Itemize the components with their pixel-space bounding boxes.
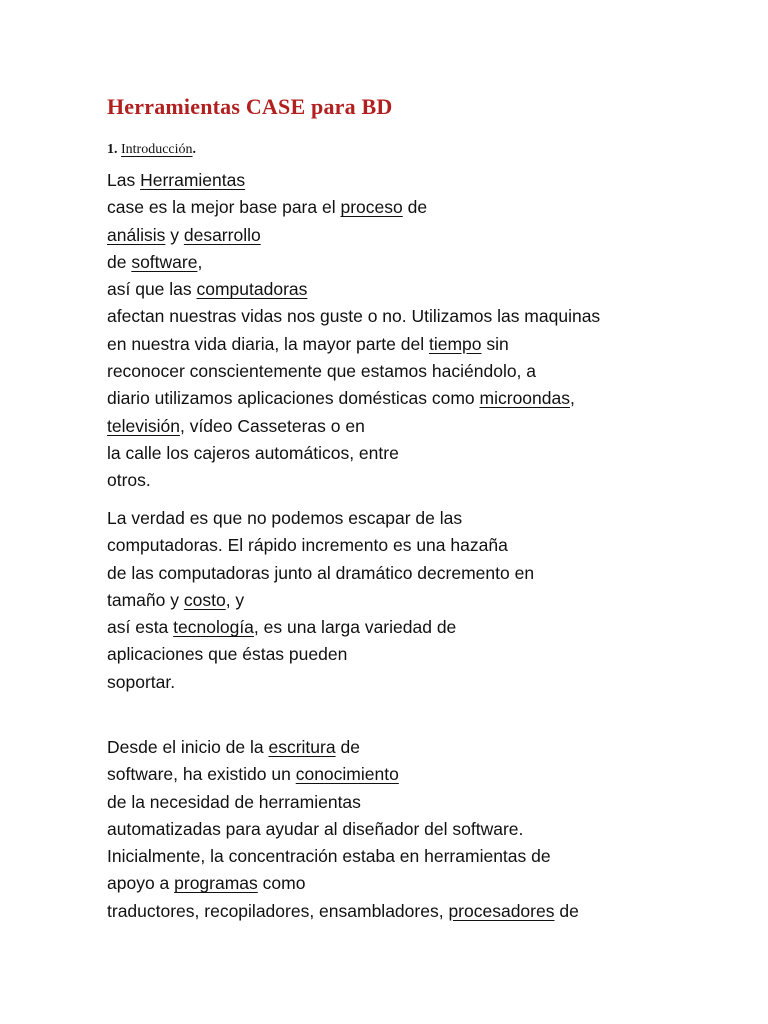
text-segment: diario utilizamos aplicaciones domésticas como bbox=[107, 388, 480, 409]
text-line bbox=[107, 669, 534, 696]
text-line bbox=[107, 641, 534, 668]
text-line bbox=[107, 358, 600, 385]
text-segment: de bbox=[554, 900, 579, 921]
link-programas[interactable]: programas bbox=[174, 873, 258, 894]
section-number: 1. bbox=[107, 142, 118, 157]
text-line bbox=[107, 276, 600, 303]
link-costo[interactable]: costo bbox=[183, 589, 226, 610]
text-line bbox=[107, 249, 600, 276]
text-segment: en nuestra vida diaria, la mayor parte del bbox=[107, 333, 429, 354]
text-segment: la calle los cajeros automáticos, entre bbox=[107, 442, 399, 463]
text-segment: de bbox=[335, 737, 360, 757]
text-segment: , y bbox=[225, 589, 245, 610]
text-line bbox=[107, 761, 579, 788]
text-line bbox=[107, 816, 579, 843]
text-line bbox=[107, 167, 600, 194]
section-link-introduccion[interactable]: Introducción bbox=[121, 142, 193, 157]
text-line bbox=[107, 222, 600, 249]
paragraph-2 bbox=[107, 505, 534, 696]
text-segment: Inicialmente, la concentración estaba en herramientas de bbox=[107, 846, 551, 867]
text-line bbox=[107, 898, 579, 925]
text-segment: , bbox=[570, 388, 575, 409]
text-segment: aplicaciones que éstas pueden bbox=[107, 644, 348, 665]
text-segment: como bbox=[257, 873, 306, 894]
text-segment: de bbox=[402, 197, 428, 218]
text-line bbox=[107, 505, 534, 532]
text-line bbox=[107, 194, 600, 221]
text-line bbox=[107, 614, 534, 641]
text-line bbox=[107, 331, 600, 358]
text-segment: así esta bbox=[107, 617, 174, 638]
text-line bbox=[107, 870, 579, 897]
text-segment: automatizadas para ayudar al diseñador del software. bbox=[107, 818, 524, 839]
link-conocimiento[interactable]: conocimiento bbox=[295, 764, 399, 785]
link-microondas[interactable]: microondas bbox=[479, 388, 570, 409]
link-tecnología[interactable]: tecnología bbox=[173, 617, 254, 638]
link-herramientas[interactable]: Herramientas bbox=[140, 170, 246, 190]
text-segment: sin bbox=[481, 333, 509, 354]
link-análisis[interactable]: análisis bbox=[107, 224, 166, 245]
text-segment: de la necesidad de herramientas bbox=[107, 791, 361, 812]
text-line bbox=[107, 303, 600, 330]
document-title: Herramientas CASE para BD bbox=[107, 94, 393, 119]
text-segment: Desde el inicio de la bbox=[107, 737, 269, 757]
text-segment: reconocer conscientemente que estamos haciéndolo, a bbox=[107, 361, 537, 382]
text-segment: traductores, recopiladores, ensambladores, bbox=[107, 900, 449, 921]
text-line bbox=[107, 560, 534, 587]
text-line bbox=[107, 532, 534, 559]
link-televisión[interactable]: televisión bbox=[107, 415, 180, 436]
text-segment: case es la mejor base para el bbox=[107, 197, 341, 218]
text-line bbox=[107, 789, 579, 816]
text-segment: , es una larga variedad de bbox=[253, 617, 457, 638]
text-line bbox=[107, 440, 600, 467]
text-segment: Las bbox=[107, 170, 141, 190]
link-proceso[interactable]: proceso bbox=[340, 197, 403, 218]
text-segment: computadoras. El rápido incremento es una hazaña bbox=[107, 535, 508, 556]
text-segment: así que las bbox=[107, 279, 197, 300]
text-segment: otros. bbox=[107, 470, 151, 491]
paragraph-1 bbox=[107, 167, 600, 495]
text-line bbox=[107, 843, 579, 870]
link-escritura[interactable]: escritura bbox=[268, 737, 336, 757]
text-line bbox=[107, 385, 600, 412]
section-suffix: . bbox=[192, 142, 197, 157]
text-segment: La verdad es que no podemos escapar de las bbox=[107, 508, 463, 528]
text-line bbox=[107, 467, 600, 494]
link-computadoras[interactable]: computadoras bbox=[196, 279, 308, 300]
text-segment: tamaño y bbox=[107, 589, 184, 610]
text-segment: y bbox=[165, 224, 184, 245]
text-segment: de las computadoras junto al dramático decremento en bbox=[107, 562, 535, 583]
text-segment: , bbox=[197, 251, 203, 272]
text-segment: , vídeo Casseteras o en bbox=[179, 415, 365, 436]
link-software[interactable]: software bbox=[131, 251, 198, 272]
text-segment: software, ha existido un bbox=[107, 764, 296, 785]
text-segment: de bbox=[107, 251, 132, 272]
text-segment: apoyo a bbox=[107, 873, 175, 894]
text-line bbox=[107, 413, 600, 440]
link-procesadores[interactable]: procesadores bbox=[448, 900, 555, 921]
link-desarrollo[interactable]: desarrollo bbox=[183, 224, 261, 245]
text-line bbox=[107, 587, 534, 614]
section-heading bbox=[107, 142, 196, 158]
text-segment: soportar. bbox=[107, 671, 176, 692]
link-tiempo[interactable]: tiempo bbox=[428, 333, 482, 354]
text-segment: afectan nuestras vidas nos guste o no. Utilizamos las maquinas bbox=[107, 306, 601, 327]
paragraph-3 bbox=[107, 734, 579, 925]
text-line bbox=[107, 734, 579, 761]
